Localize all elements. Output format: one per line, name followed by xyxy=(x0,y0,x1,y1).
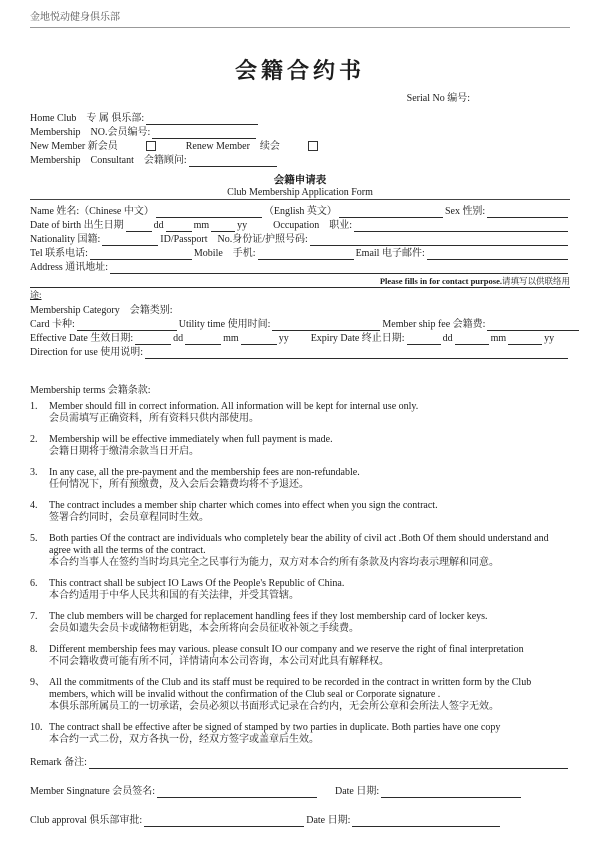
terms-heading: Membership terms 会籍条款: xyxy=(30,385,151,396)
term-item-4 xyxy=(30,500,570,524)
membership-no-row xyxy=(30,126,570,140)
home-club-label: Home Club 专 属 俱乐部: xyxy=(30,113,145,124)
mobile-label: Mobile 手机: xyxy=(193,248,256,259)
card-row xyxy=(30,318,570,332)
home-club-field[interactable] xyxy=(146,113,258,125)
occupation-field[interactable] xyxy=(354,220,568,232)
member-signature-row xyxy=(30,785,570,799)
address-label: Address 通讯地址: xyxy=(30,262,109,273)
term-10-en: The contract shall be effective after be signed of stamped by two parties in duplicate. Both parties have one copy xyxy=(49,722,501,733)
utility-time-field[interactable] xyxy=(272,319,380,331)
effective-mm-field[interactable] xyxy=(185,333,221,345)
term-6-body xyxy=(49,578,570,602)
direction-label: Direction for use 使用说明: xyxy=(30,347,144,358)
term-1-number: 1. xyxy=(30,401,38,412)
term-6-number: 6. xyxy=(30,578,38,589)
member-signature-label: Member Singnature 会员签名: xyxy=(30,786,155,797)
email-field[interactable] xyxy=(427,248,568,260)
club-approval-date-field[interactable] xyxy=(352,815,500,827)
english-name-field[interactable] xyxy=(339,206,443,218)
renew-member-label: Renew Member 续会 xyxy=(185,141,280,152)
sex-field[interactable] xyxy=(487,206,568,218)
term-item-9 xyxy=(30,677,570,713)
membership-category-section xyxy=(30,304,570,360)
consultant-row xyxy=(30,154,570,168)
nationality-label: Nationality 国籍: xyxy=(30,234,101,245)
term-9-number: 9、 xyxy=(30,677,45,688)
term-5-body xyxy=(49,533,570,569)
mobile-field[interactable] xyxy=(258,248,354,260)
term-10-cn: 本合约一式二份，双方各执一份，经双方签字或盖章后生效。 xyxy=(49,734,319,745)
term-item-10 xyxy=(30,722,570,746)
card-field[interactable] xyxy=(77,319,177,331)
expiry-mm-field[interactable] xyxy=(455,333,489,345)
dd-label: dd xyxy=(153,220,164,231)
effective-dd-label: dd xyxy=(173,333,184,344)
effective-mm-label: mm xyxy=(223,333,239,344)
term-3-number: 3. xyxy=(30,467,38,478)
page-title: 会籍合约书 xyxy=(234,58,365,83)
application-form-title-en: Club Membership Application Form xyxy=(227,187,373,198)
new-member-label: New Member 新会员 xyxy=(30,141,118,152)
dob-label: Date of birth 出生日期 xyxy=(30,220,124,231)
effective-dd-field[interactable] xyxy=(135,333,171,345)
effective-date-label: Effective Date 生效日期: xyxy=(30,333,134,344)
term-3-body xyxy=(49,467,570,491)
top-fields xyxy=(30,112,570,168)
term-8-number: 8. xyxy=(30,644,38,655)
remark-row xyxy=(30,756,570,770)
membership-no-field[interactable] xyxy=(152,127,256,139)
member-signature-date-field[interactable] xyxy=(381,786,521,798)
term-4-en: The contract includes a member ship charter which comes into effect when you sign the contract. xyxy=(49,500,438,511)
dob-dd-field[interactable] xyxy=(126,220,152,232)
occupation-label: Occupation 职业: xyxy=(273,220,353,231)
name-label: Name 姓名: xyxy=(30,206,80,217)
address-field[interactable] xyxy=(110,262,568,274)
tel-label: Tel 联系电话: xyxy=(30,248,88,259)
term-4-body xyxy=(49,500,570,524)
term-1-cn: 会员需填写正确资料，所有资料只供内部使用。 xyxy=(49,413,259,424)
term-item-7 xyxy=(30,611,570,635)
effective-yy-field[interactable] xyxy=(241,333,277,345)
sex-label: Sex 性别: xyxy=(444,206,486,217)
renew-member-checkbox[interactable] xyxy=(308,141,318,151)
term-4-number: 4. xyxy=(30,500,38,511)
term-10-number: 10. xyxy=(30,722,43,733)
term-1-body xyxy=(49,401,570,425)
utility-time-label: Utility time 使用时间: xyxy=(178,319,271,330)
term-7-en: The club members will be charged for replacement handling fees if they lost membership card of locker keys. xyxy=(49,611,488,622)
term-2-cn: 会籍日期将于缴清余款当日开启。 xyxy=(49,446,199,457)
term-5-cn: 本合约当事人在签约当时均具完全之民事行为能力，双方对本合约所有条款及内容均表示理解和同意。 xyxy=(49,557,499,568)
term-9-body xyxy=(49,677,570,713)
consultant-label: Membership Consultant 会籍顾问: xyxy=(30,155,187,166)
card-label: Card 卡种: xyxy=(30,319,75,330)
term-item-1 xyxy=(30,401,570,425)
membership-no-label: Membership NO.会员编号: xyxy=(30,127,151,138)
term-8-body xyxy=(49,644,570,668)
expiry-mm-label: mm xyxy=(490,333,507,344)
membership-fee-field[interactable] xyxy=(487,319,579,331)
club-approval-row xyxy=(30,814,570,828)
member-signature-field[interactable] xyxy=(157,786,317,798)
term-6-cn: 本合约适用于中华人民共和国的有关法律，并受其管辖。 xyxy=(49,590,299,601)
club-approval-date-label: Date 日期: xyxy=(306,815,351,826)
term-5-en: Both parties Of the contract are individuals who completely bear the ability of civil act .Both Of them should understand and agree with all the terms of the contract. xyxy=(49,533,549,556)
mm-label: mm xyxy=(193,220,210,231)
remark-label: Remark 备注: xyxy=(30,757,87,768)
dob-yy-field[interactable] xyxy=(211,220,235,232)
expiry-dd-field[interactable] xyxy=(407,333,441,345)
term-7-cn: 会员如遗失会员卡或储物柜钥匙，本会所将向会员征收补领之手续费。 xyxy=(49,623,359,634)
member-signature-date-label: Date 日期: xyxy=(334,786,380,797)
membership-terms-section xyxy=(30,384,570,746)
term-1-en: Member should fill in correct information. All information will be kept for internal use only. xyxy=(49,401,419,412)
english-name-label: （English 英文） xyxy=(263,206,337,217)
signature-section xyxy=(30,756,570,828)
direction-field[interactable] xyxy=(145,347,568,359)
dob-row xyxy=(30,219,570,233)
term-item-8 xyxy=(30,644,570,668)
dates-row xyxy=(30,332,570,346)
chinese-name-label: （Chinese 中文） xyxy=(79,206,154,217)
term-item-6 xyxy=(30,578,570,602)
tel-field[interactable] xyxy=(90,248,192,260)
dob-mm-field[interactable] xyxy=(166,220,192,232)
term-item-5 xyxy=(30,533,570,569)
term-8-en: Different membership fees may various. please consult IO our company and we reserve the right of final interpretation xyxy=(49,644,524,655)
address-row xyxy=(30,261,570,275)
club-approval-field[interactable] xyxy=(144,815,304,827)
id-passport-label: ID/Passport No.身份证/护照号码: xyxy=(160,234,308,245)
expiry-yy-label: yy xyxy=(544,333,555,344)
remark-field[interactable] xyxy=(89,757,568,769)
contact-note-wrap: 途: xyxy=(30,290,42,300)
nationality-field[interactable] xyxy=(102,234,158,246)
home-club-row xyxy=(30,112,570,126)
term-2-number: 2. xyxy=(30,434,38,445)
term-item-3 xyxy=(30,467,570,491)
serial-number-label: Serial No 编号: xyxy=(406,93,470,104)
effective-yy-label: yy xyxy=(278,333,289,344)
serial-number-row xyxy=(30,89,570,104)
new-member-checkbox[interactable] xyxy=(146,141,156,151)
term-4-cn: 签署合约同时，会员章程同时生效。 xyxy=(49,512,209,523)
club-name: 金地悦动健身俱乐部 xyxy=(30,12,120,23)
tel-row xyxy=(30,247,570,261)
expiry-yy-field[interactable] xyxy=(508,333,542,345)
contact-note-en: Please fills in for contact purpose. xyxy=(379,276,502,286)
contact-note-wrap-row xyxy=(30,289,570,301)
direction-row xyxy=(30,346,570,360)
term-7-body xyxy=(49,611,570,635)
term-5-number: 5. xyxy=(30,533,38,544)
term-3-cn: 任何情况下，所有预缴费，及入会后会籍费均将不予退还。 xyxy=(49,479,309,490)
category-heading-row xyxy=(30,304,570,318)
email-label: Email 电子邮件: xyxy=(355,248,425,259)
consultant-field[interactable] xyxy=(189,155,277,167)
club-approval-label: Club approval 俱乐部审批: xyxy=(30,815,143,826)
term-10-body xyxy=(49,722,570,746)
term-item-2 xyxy=(30,434,570,458)
term-2-body xyxy=(49,434,570,458)
application-form-title xyxy=(30,172,570,200)
nationality-row xyxy=(30,233,570,247)
term-9-cn: 本俱乐部所属员工的一切承诺，会员必须以书面形式记录在合约内，无会所公章和会所法人签字无效。 xyxy=(49,701,499,712)
expiry-dd-label: dd xyxy=(442,333,453,344)
application-form-title-cn: 会籍申请表 xyxy=(273,175,327,186)
chinese-name-field[interactable] xyxy=(156,206,262,218)
contact-note-row xyxy=(30,275,570,288)
category-heading: Membership Category 会籍类别: xyxy=(30,305,173,316)
name-row xyxy=(30,205,570,219)
id-passport-field[interactable] xyxy=(310,234,568,246)
contact-note-cn: 请填写以供联络用 xyxy=(501,276,570,286)
term-6-en: This contract shall be subject IO Laws Of the People's Republic of China. xyxy=(49,578,345,589)
member-type-row xyxy=(30,140,570,154)
member-info-section xyxy=(30,205,570,275)
term-7-number: 7. xyxy=(30,611,38,622)
term-9-en: All the commitments of the Club and its staff must be required to be recorded in the contract in written form by the Club members, which will be invalid without the confirmation of the Club seal or Corporate signature . xyxy=(49,677,532,700)
membership-fee-label: Member ship fee 会籍费: xyxy=(382,319,486,330)
term-3-en: In any case, all the pre-payment and the membership fees are non-refundable. xyxy=(49,467,360,478)
term-2-en: Membership will be effective immediately when full payment is made. xyxy=(49,434,333,445)
yy-label: yy xyxy=(237,220,248,231)
term-8-cn: 不同会籍收费可能有所不同，详情请向本公司咨询，本公司对此具有解释权。 xyxy=(49,656,389,667)
expiry-date-label: Expiry Date 终止日期: xyxy=(310,333,405,344)
document-header xyxy=(30,8,570,28)
